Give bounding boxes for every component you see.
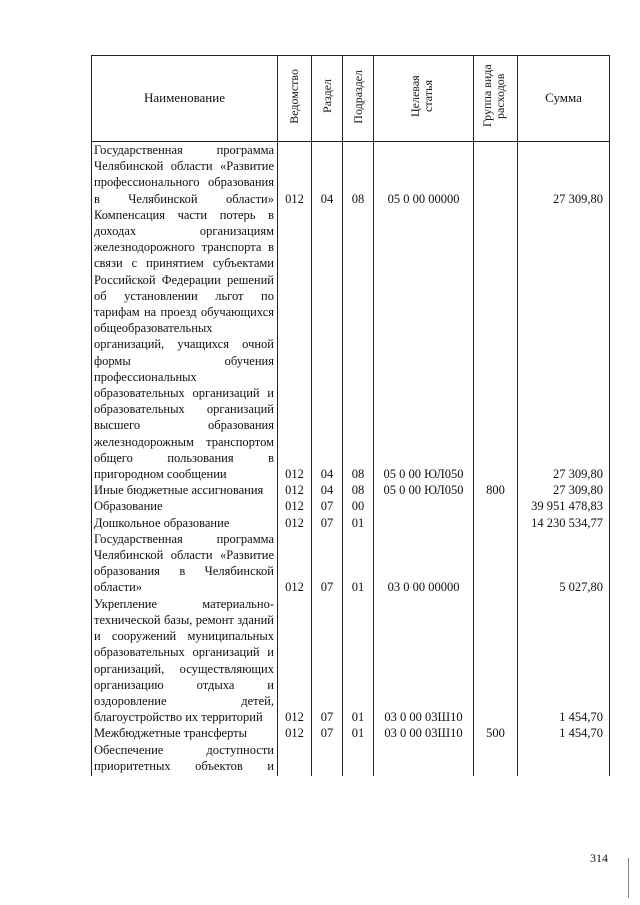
row-name: Обеспечение доступности приоритетных объектов и [92, 742, 278, 776]
table-row [92, 515, 610, 531]
row-razdel: 04 [312, 482, 343, 498]
row-ved: 012 [278, 498, 312, 514]
row-celevaya: 05 0 00 ЮЛ050 [374, 482, 474, 498]
row-razdel [312, 742, 343, 776]
table-row [92, 207, 610, 482]
row-summa: 39 951 478,83 [518, 498, 610, 514]
row-name: Дошкольное образование [92, 515, 278, 531]
row-gruppa [474, 207, 518, 482]
row-celevaya [374, 742, 474, 776]
table-header-row [92, 56, 610, 142]
row-podrazdel: 00 [343, 498, 374, 514]
row-podrazdel: 01 [343, 515, 374, 531]
row-podrazdel: 08 [343, 207, 374, 482]
row-celevaya [374, 515, 474, 531]
row-summa: 1 454,70 [518, 596, 610, 726]
table-row [92, 482, 610, 498]
row-razdel: 07 [312, 725, 343, 741]
row-name: Образование [92, 498, 278, 514]
row-podrazdel: 08 [343, 482, 374, 498]
row-ved: 012 [278, 142, 312, 207]
row-summa [518, 742, 610, 776]
row-podrazdel: 01 [343, 725, 374, 741]
row-ved: 012 [278, 515, 312, 531]
row-razdel: 07 [312, 498, 343, 514]
row-gruppa: 500 [474, 725, 518, 741]
table-row [92, 531, 610, 596]
row-gruppa [474, 742, 518, 776]
header-summa: Сумма [518, 56, 610, 142]
row-ved [278, 742, 312, 776]
table-row [92, 142, 610, 207]
row-gruppa [474, 531, 518, 596]
row-ved: 012 [278, 725, 312, 741]
budget-table [91, 55, 610, 776]
header-razdel: Раздел [312, 56, 343, 142]
row-celevaya: 03 0 00 03Ш10 [374, 596, 474, 726]
row-summa: 14 230 534,77 [518, 515, 610, 531]
row-name: Государственная программа Челябинской области «Развитие образования в Челябинской области» [92, 531, 278, 596]
row-celevaya: 05 0 00 00000 [374, 142, 474, 207]
table-row [92, 725, 610, 741]
row-gruppa [474, 498, 518, 514]
row-podrazdel: 08 [343, 142, 374, 207]
header-name: Наименование [92, 56, 278, 142]
row-celevaya: 03 0 00 00000 [374, 531, 474, 596]
table-row [92, 498, 610, 514]
row-podrazdel [343, 742, 374, 776]
row-ved: 012 [278, 596, 312, 726]
margin-line [628, 858, 629, 898]
row-ved: 012 [278, 531, 312, 596]
header-vedomstvo: Ведомство [278, 56, 312, 142]
row-podrazdel: 01 [343, 531, 374, 596]
row-name: Государственная программа Челябинской области «Развитие профессионального образования в Челябинской области» [92, 142, 278, 207]
row-celevaya: 03 0 00 03Ш10 [374, 725, 474, 741]
row-podrazdel: 01 [343, 596, 374, 726]
row-razdel: 04 [312, 142, 343, 207]
row-gruppa [474, 596, 518, 726]
row-summa: 27 309,80 [518, 482, 610, 498]
row-ved: 012 [278, 482, 312, 498]
row-razdel: 07 [312, 515, 343, 531]
header-celevaya: Целевая статья [374, 56, 474, 142]
table-row [92, 742, 610, 776]
row-razdel: 07 [312, 531, 343, 596]
header-podrazdel: Подраздел [343, 56, 374, 142]
row-gruppa [474, 142, 518, 207]
row-name: Межбюджетные трансферты [92, 725, 278, 741]
row-razdel: 07 [312, 596, 343, 726]
row-ved: 012 [278, 207, 312, 482]
row-gruppa [474, 515, 518, 531]
row-summa: 27 309,80 [518, 142, 610, 207]
header-gruppa: Группа вида расходов [474, 56, 518, 142]
row-name: Компенсация части потерь в доходах организациям железнодорожного транспорта в связи с принятием субъектами Российской Федерации решений об установлении льгот по тарифам на проезд обучающихся общеобразовательных организаций, учащихся очной формы обучения профессиональных образовательных организаций и образовательных организаций высшего образования железнодорожным транспортом общего пользования в пригородном сообщении [92, 207, 278, 482]
row-summa: 27 309,80 [518, 207, 610, 482]
page-number: 314 [590, 851, 608, 865]
row-name: Укрепление материально-технической базы, ремонт зданий и сооружений муниципальных образовательных организаций и организаций, осуществляющих организацию отдыха и оздоровление детей, благоустройство их территорий [92, 596, 278, 726]
row-razdel: 04 [312, 207, 343, 482]
row-celevaya: 05 0 00 ЮЛ050 [374, 207, 474, 482]
table-row [92, 596, 610, 726]
row-summa: 1 454,70 [518, 725, 610, 741]
row-name: Иные бюджетные ассигнования [92, 482, 278, 498]
row-celevaya [374, 498, 474, 514]
row-summa: 5 027,80 [518, 531, 610, 596]
row-gruppa: 800 [474, 482, 518, 498]
